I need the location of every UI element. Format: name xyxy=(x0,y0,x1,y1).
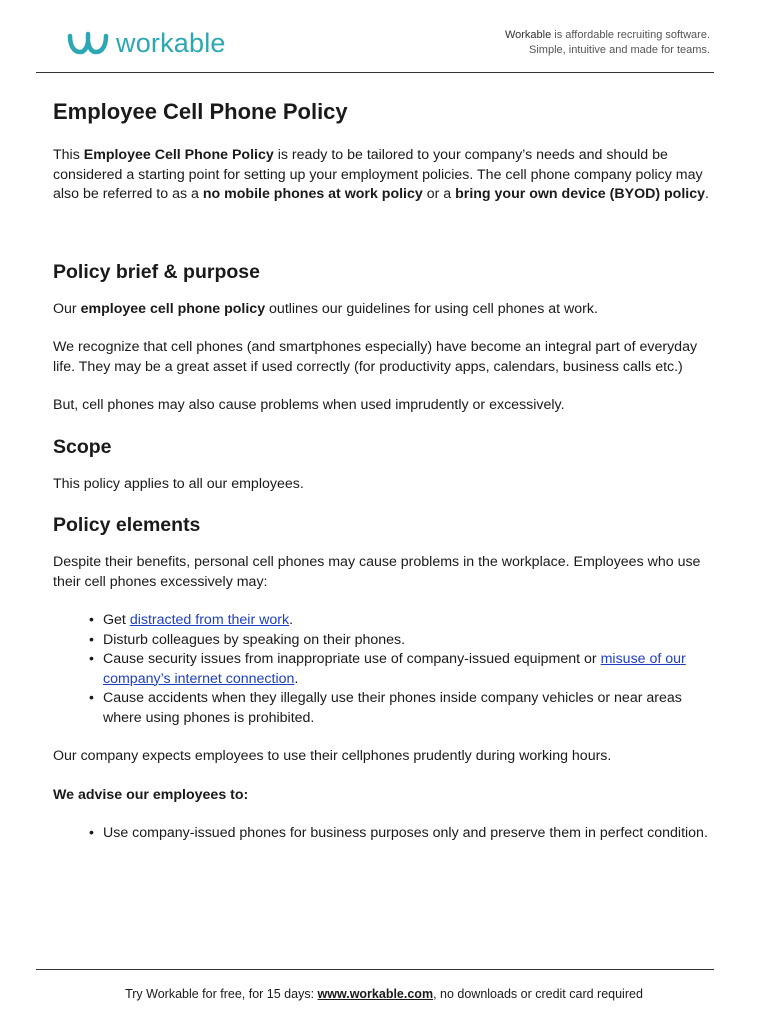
tagline-line-2: Simple, intuitive and made for teams. xyxy=(529,44,710,56)
list-item: • Cause security issues from inappropriate use of company-issued equipment or misuse of our company’s internet connection. xyxy=(103,650,710,689)
section-heading-brief: Policy brief & purpose xyxy=(53,260,260,283)
brief-paragraph-1: Our employee cell phone policy outlines our guidelines for using cell phones at work. xyxy=(53,300,598,317)
tagline-line-1: Workable is affordable recruiting software. xyxy=(504,29,710,41)
header-divider xyxy=(36,72,714,73)
workable-logo-icon xyxy=(66,30,110,56)
header-tagline xyxy=(505,28,710,58)
footer-text: Try Workable for free, for 15 days: www.workable.com, no downloads or credit card required xyxy=(125,987,643,1001)
internet-misuse-link[interactable]: misuse of our company’s internet connection xyxy=(103,651,686,687)
advise-list xyxy=(53,824,710,844)
risks-list xyxy=(53,611,710,728)
scope-paragraph: This policy applies to all our employees. xyxy=(53,475,304,492)
brief-paragraph-2: We recognize that cell phones (and smartphones especially) have become an integral part of everyday life. They may be a great asset if used correctly (for productivity apps, calendars, business calls etc.) xyxy=(53,339,698,375)
list-item: • Use company-issued phones for business purposes only and preserve them in perfect condition. xyxy=(103,824,710,844)
elements-paragraph-2: Our company expects employees to use their cellphones prudently during working hours. xyxy=(53,748,612,764)
spacer xyxy=(53,224,710,260)
page-title: Employee Cell Phone Policy xyxy=(53,99,348,124)
elements-paragraph-1: Despite their benefits, personal cell phones may cause problems in the workplace. Employees who use their cell phones excessively may: xyxy=(53,554,701,590)
distracted-link[interactable]: distracted from their work xyxy=(129,612,290,628)
intro-paragraph: This Employee Cell Phone Policy is ready to be tailored to your company’s needs and should be considered a starting point for setting up your employment policies. The cell phone company policy may also be referred to as a no mobile phones at work policy or a bring your own device (BYOD) policy. xyxy=(53,147,709,202)
section-heading-elements: Policy elements xyxy=(53,514,201,536)
brief-paragraph-3: But, cell phones may also cause problems when used imprudently or excessively. xyxy=(53,397,565,413)
document-body xyxy=(53,98,710,863)
section-heading-scope: Scope xyxy=(53,435,112,458)
footer-website-link[interactable]: www.workable.com xyxy=(317,987,434,1001)
list-item: • Cause accidents when they illegally use their phones inside company vehicles or near areas where using phones is prohibited. xyxy=(103,689,710,728)
list-item: • Disturb colleagues by speaking on their phones. xyxy=(103,631,710,651)
advise-heading: We advise our employees to: xyxy=(53,786,249,803)
workable-logo[interactable] xyxy=(66,28,226,58)
logo-wordmark: workable xyxy=(116,28,226,58)
footer-divider xyxy=(36,969,714,970)
list-item: • Get distracted from their work. xyxy=(103,611,710,631)
